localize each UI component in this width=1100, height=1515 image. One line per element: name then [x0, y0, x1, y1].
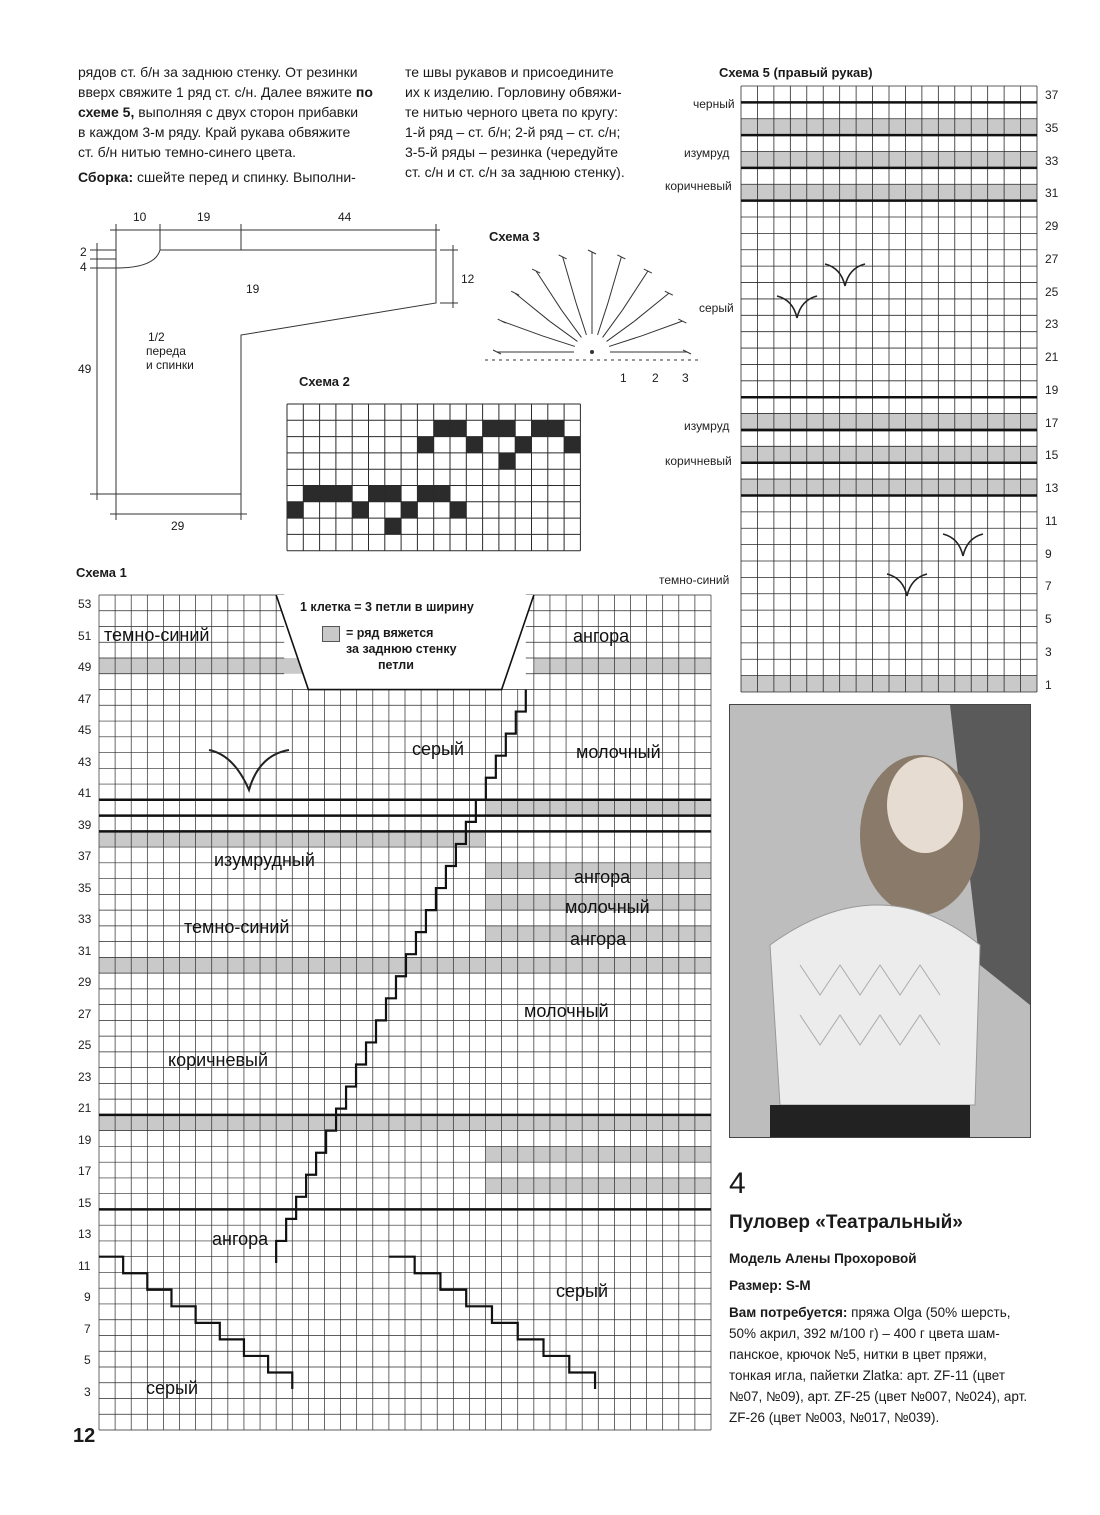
row-number: 3 [1045, 644, 1052, 659]
row-number: 5 [1045, 612, 1052, 627]
row-number: 47 [78, 691, 92, 706]
stitch-symbol [561, 310, 581, 338]
pattern-cell [548, 420, 564, 436]
scheme5-grid [741, 86, 1037, 692]
dim-label: 19 [197, 210, 211, 224]
s1-color-label: ангора [212, 1229, 269, 1249]
text-line: вверх свяжите 1 ряд ст. с/н. Далее вяжите по [78, 84, 373, 100]
center-dot [590, 350, 594, 354]
article-size: Размер: S-M [729, 1278, 811, 1293]
scheme3-label: 1 [620, 371, 627, 385]
row-number: 19 [78, 1132, 92, 1147]
stitch-symbol [609, 336, 641, 347]
pattern-cell [385, 486, 401, 502]
pattern-cell [434, 486, 450, 502]
text-line: их к изделию. Горловину обвяжи- [405, 84, 622, 100]
row-number: 11 [78, 1258, 91, 1273]
row-number: 43 [78, 754, 92, 769]
scheme2-title: Схема 2 [299, 374, 350, 389]
row-number: 41 [78, 786, 92, 801]
stitch-symbol [498, 319, 506, 323]
text-line: Сборка: сшейте перед и спинку. Выполни- [78, 169, 356, 185]
article-author: Модель Алены Прохоровой [729, 1251, 917, 1266]
row-number: 29 [1045, 219, 1059, 234]
s1-color-label: ангора [570, 929, 627, 949]
text-line: 3-5-й ряды – резинка (чередуйте [405, 144, 618, 160]
row-number: 25 [78, 1038, 92, 1053]
s5-color-label: черный [693, 97, 735, 111]
sketch-label: 1/2 переда и спинки [146, 330, 194, 372]
text-line: 1-й ряд – ст. б/н; 2-й ряд – ст. с/н; [405, 124, 621, 140]
s1-color-label: серый [556, 1281, 609, 1301]
row-number: 27 [78, 1006, 92, 1021]
legend-shaded-swatch [322, 626, 340, 642]
pattern-cell [320, 486, 336, 502]
pattern-cell [434, 420, 450, 436]
row-number: 19 [1045, 382, 1059, 397]
s1-color-label: молочный [524, 1001, 609, 1021]
stitch-symbol [536, 271, 561, 310]
stitch-symbol [603, 310, 623, 338]
dim-label: 19 [246, 282, 260, 296]
row-number: 9 [84, 1290, 91, 1305]
s1-color-label: коричневый [168, 1050, 269, 1070]
s1-color-label: темно-синий [104, 625, 210, 645]
stitch-symbol [641, 321, 682, 336]
stitch-symbol [515, 293, 550, 321]
row-number: 25 [1045, 284, 1059, 299]
row-number: 13 [78, 1227, 92, 1242]
row-number: 29 [78, 975, 92, 990]
stitch-symbol [623, 271, 648, 310]
stitch-symbol [644, 269, 652, 273]
row-number: 21 [78, 1101, 92, 1116]
stitch-symbol [502, 321, 543, 336]
row-number: 35 [1045, 120, 1059, 135]
row-number: 53 [78, 597, 92, 611]
stitch-symbol [576, 303, 587, 335]
dim-label: 10 [133, 210, 147, 224]
text-line: те нитью черного цвета по кругу: [405, 104, 618, 120]
row-number: 3 [84, 1384, 91, 1399]
pattern-cell [369, 486, 385, 502]
row-number: 15 [1045, 448, 1059, 463]
row-number: 51 [78, 628, 92, 643]
pattern-cell [466, 437, 482, 453]
s1-color-label: изумрудный [214, 850, 315, 870]
text-line: в каждом 3-м ряду. Край рукава обвяжите [78, 124, 351, 140]
scheme3-label: 2 [652, 371, 659, 385]
pattern-cell [532, 420, 548, 436]
text-line: ст. б/н нитью темно-синего цвета. [78, 144, 297, 160]
s1-color-label: серый [412, 739, 465, 759]
s1-color-label: серый [146, 1378, 199, 1398]
s1-color-label: ангора [574, 867, 631, 887]
article-title: Пуловер «Театральный» [729, 1212, 963, 1233]
stitch-symbol [665, 291, 673, 295]
row-number: 7 [84, 1321, 91, 1336]
article-materials: Вам потребуется: пряжа Olga (50% шерсть, 50% акрил, 392 м/100 г) – 400 г цвета шам- панское, крючок №5, нитки в цвет пряжи, тонкая игла, пайетки Zlatka: арт. ZF-11 (цвет №07, №09), арт. ZF-25 (цвет №007, №024), арт. ZF-26 (цвет №003, №017, №039). [729, 1305, 1028, 1425]
legend-shaded-text: = ряд вяжется за заднюю стенку петли [346, 626, 457, 672]
pattern-cell [336, 486, 352, 502]
s5-color-label: изумруд [684, 146, 730, 160]
s1-color-label: молочный [565, 897, 650, 917]
stitch-symbol [607, 321, 635, 341]
scheme3-diagram [480, 245, 710, 375]
text-line: схеме 5, выполняя с двух сторон прибавки [78, 104, 359, 120]
dim-label: 4 [80, 260, 87, 274]
row-number: 9 [1045, 546, 1052, 561]
pattern-cell [287, 502, 303, 518]
row-number: 5 [84, 1353, 91, 1368]
row-number: 27 [1045, 251, 1059, 266]
row-number: 33 [78, 912, 92, 927]
s1-color-label: ангора [573, 626, 630, 646]
dim-label: 29 [171, 519, 185, 533]
row-number: 7 [1045, 579, 1052, 594]
s1-color-label: молочный [576, 742, 661, 762]
pattern-cell [417, 437, 433, 453]
shaded-row [99, 658, 308, 674]
s5-color-label: коричневый [665, 454, 732, 468]
row-number: 45 [78, 723, 92, 738]
model-photo [729, 704, 1031, 1138]
pattern-cell [352, 502, 368, 518]
dim-label: 44 [338, 210, 352, 224]
row-number: 21 [1045, 350, 1059, 365]
stitch-symbol [543, 336, 575, 347]
pattern-cell [385, 518, 401, 534]
stitch-symbol [511, 291, 519, 295]
pattern-cell [499, 420, 515, 436]
dim-label: 12 [461, 272, 475, 286]
page-number: 12 [73, 1425, 96, 1447]
row-number: 23 [1045, 317, 1059, 332]
row-number: 1 [1045, 677, 1052, 692]
row-number: 37 [1045, 88, 1059, 102]
scheme1-grid [99, 595, 711, 1430]
scheme1-title: Схема 1 [76, 565, 127, 580]
pattern-cell [401, 502, 417, 518]
row-number: 17 [78, 1164, 92, 1179]
pattern-cell [483, 420, 499, 436]
bird-motif [943, 534, 983, 556]
scheme1-legend-scale: 1 клетка = 3 петли в ширину [300, 600, 474, 614]
dim-label: 2 [80, 245, 87, 259]
row-number: 49 [78, 660, 92, 675]
row-number: 17 [1045, 415, 1059, 430]
row-number: 13 [1045, 481, 1059, 496]
row-number: 39 [78, 817, 92, 832]
article-number: 4 [729, 1167, 746, 1200]
row-number: 33 [1045, 153, 1059, 168]
pattern-cell [564, 437, 580, 453]
pattern-cell [303, 486, 319, 502]
s5-color-label: темно-синий [659, 573, 730, 587]
stitch-symbol [608, 257, 621, 303]
stitch-symbol [532, 269, 540, 273]
text-line: те швы рукавов и присоедините [405, 64, 614, 80]
row-number: 35 [78, 880, 92, 895]
pattern-cell [515, 437, 531, 453]
shaded-row [534, 658, 711, 674]
stitch-symbol [634, 293, 669, 321]
scheme5-title: Схема 5 (правый рукав) [719, 65, 873, 80]
row-number: 37 [78, 849, 92, 864]
pattern-cell [417, 486, 433, 502]
row-number: 15 [78, 1195, 92, 1210]
row-number: 31 [1045, 186, 1059, 201]
row-number: 11 [1045, 513, 1058, 528]
stitch-symbol [598, 303, 609, 335]
scheme2-grid [287, 404, 583, 552]
text-line: ст. с/н и ст. с/н за заднюю стенку). [405, 164, 625, 180]
row-number: 31 [78, 943, 92, 958]
scheme3-label: 3 [682, 371, 689, 385]
hem-staircase [389, 1257, 595, 1389]
s5-color-label: серый [699, 301, 734, 315]
pattern-cell [450, 502, 466, 518]
dim-label: 49 [78, 362, 92, 376]
stitch-symbol [550, 321, 578, 341]
s5-color-label: коричневый [665, 179, 732, 193]
row-number: 23 [78, 1069, 92, 1084]
stitch-symbol [563, 257, 576, 303]
s1-color-label: темно-синий [184, 917, 290, 937]
staircase-line [276, 690, 526, 1263]
pattern-cell [499, 453, 515, 469]
s5-color-label: изумруд [684, 419, 730, 433]
text-line: рядов ст. б/н за заднюю стенку. От резинки [78, 64, 358, 80]
scheme3-title: Схема 3 [489, 229, 540, 244]
pattern-cell [450, 420, 466, 436]
